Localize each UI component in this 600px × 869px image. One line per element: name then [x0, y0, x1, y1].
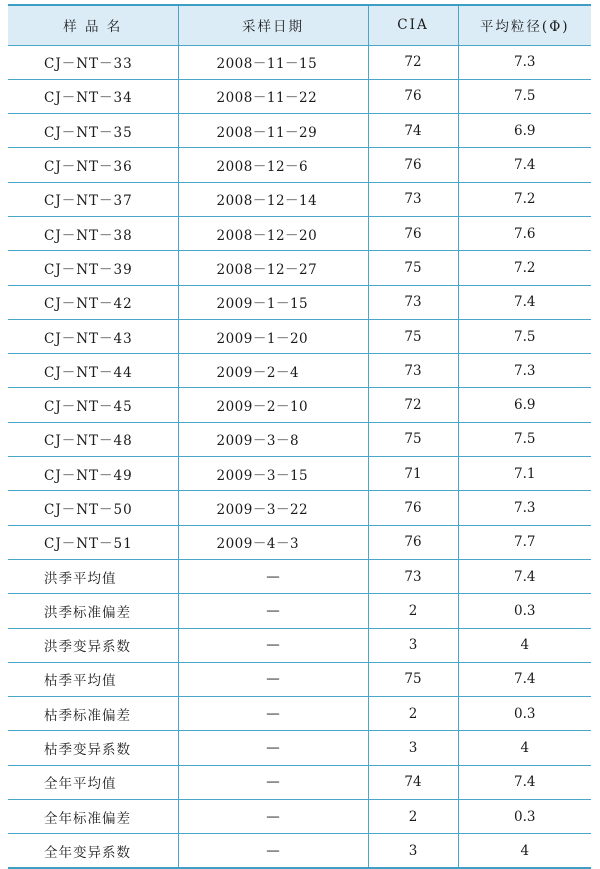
cell-sampling-date: — — [178, 697, 368, 731]
table-row — [8, 457, 591, 491]
table-row — [8, 45, 591, 79]
cell-sample-name: CJ－NT－36 — [8, 148, 178, 182]
table-row — [8, 285, 591, 319]
cell-sampling-date: 2008－12－27 — [178, 251, 368, 285]
cell-mean-grain-size: 6.9 — [458, 114, 591, 148]
cell-cia: 75 — [368, 662, 458, 696]
cell-sample-name: CJ－NT－44 — [8, 354, 178, 388]
table-row — [8, 319, 591, 353]
table-row — [8, 834, 591, 868]
data-table-container — [8, 4, 591, 869]
cell-sample-name: CJ－NT－43 — [8, 319, 178, 353]
cell-sample-name: CJ－NT－42 — [8, 285, 178, 319]
cell-sample-name: 枯季平均值 — [8, 662, 178, 696]
cell-sampling-date: — — [178, 594, 368, 628]
table-row — [8, 79, 591, 113]
table-row — [8, 388, 591, 422]
cell-cia: 76 — [368, 491, 458, 525]
table-row — [8, 422, 591, 456]
cell-mean-grain-size: 7.2 — [458, 182, 591, 216]
cell-sampling-date: 2009－2－4 — [178, 354, 368, 388]
cell-sample-name: 洪季平均值 — [8, 559, 178, 593]
cell-mean-grain-size: 7.2 — [458, 251, 591, 285]
cell-cia: 72 — [368, 45, 458, 79]
cell-mean-grain-size: 6.9 — [458, 388, 591, 422]
cell-mean-grain-size: 7.4 — [458, 662, 591, 696]
cell-sampling-date: 2009－2－10 — [178, 388, 368, 422]
table-row — [8, 800, 591, 834]
header-sampling-date: 采样日期 — [178, 5, 368, 45]
cell-cia: 75 — [368, 251, 458, 285]
table-header — [8, 5, 591, 45]
cell-sample-name: CJ－NT－37 — [8, 182, 178, 216]
cell-sample-name: CJ－NT－34 — [8, 79, 178, 113]
cell-cia: 3 — [368, 834, 458, 868]
cell-sampling-date: 2008－12－6 — [178, 148, 368, 182]
cell-cia: 3 — [368, 628, 458, 662]
cell-sample-name: CJ－NT－39 — [8, 251, 178, 285]
cell-sampling-date: 2008－11－22 — [178, 79, 368, 113]
cell-sample-name: 洪季变异系数 — [8, 628, 178, 662]
cell-mean-grain-size: 7.7 — [458, 525, 591, 559]
cell-mean-grain-size: 7.4 — [458, 765, 591, 799]
cell-sample-name: CJ－NT－49 — [8, 457, 178, 491]
cell-cia: 2 — [368, 800, 458, 834]
cell-sample-name: 全年变异系数 — [8, 834, 178, 868]
cell-sample-name: CJ－NT－45 — [8, 388, 178, 422]
cell-sampling-date: 2009－1－15 — [178, 285, 368, 319]
cell-sample-name: 全年标准偏差 — [8, 800, 178, 834]
cell-mean-grain-size: 7.5 — [458, 79, 591, 113]
cell-sample-name: 洪季标准偏差 — [8, 594, 178, 628]
table-row — [8, 354, 591, 388]
cell-mean-grain-size: 7.4 — [458, 148, 591, 182]
header-cia: CIA — [368, 5, 458, 45]
table-row — [8, 114, 591, 148]
table-row — [8, 594, 591, 628]
table-row — [8, 765, 591, 799]
cell-cia: 74 — [368, 765, 458, 799]
table-row — [8, 697, 591, 731]
cell-mean-grain-size: 7.5 — [458, 319, 591, 353]
cell-sampling-date: 2008－12－20 — [178, 216, 368, 250]
cell-sampling-date: 2009－3－15 — [178, 457, 368, 491]
cell-sample-name: 枯季变异系数 — [8, 731, 178, 765]
cell-sampling-date: — — [178, 800, 368, 834]
cell-mean-grain-size: 7.4 — [458, 559, 591, 593]
cell-mean-grain-size: 0.3 — [458, 594, 591, 628]
cell-cia: 76 — [368, 79, 458, 113]
cell-sampling-date: 2009－1－20 — [178, 319, 368, 353]
cell-sample-name: 枯季标准偏差 — [8, 697, 178, 731]
cell-sampling-date: — — [178, 662, 368, 696]
header-sample-name: 样 品 名 — [8, 5, 178, 45]
cell-sampling-date: 2009－3－22 — [178, 491, 368, 525]
cell-mean-grain-size: 0.3 — [458, 697, 591, 731]
cell-mean-grain-size: 7.3 — [458, 354, 591, 388]
cell-sampling-date: 2008－12－14 — [178, 182, 368, 216]
table-row — [8, 628, 591, 662]
cell-cia: 2 — [368, 697, 458, 731]
cell-cia: 74 — [368, 114, 458, 148]
cell-cia: 73 — [368, 354, 458, 388]
cell-cia: 3 — [368, 731, 458, 765]
cell-cia: 73 — [368, 182, 458, 216]
cell-sampling-date: — — [178, 731, 368, 765]
cell-cia: 71 — [368, 457, 458, 491]
cell-cia: 76 — [368, 525, 458, 559]
cell-sampling-date: 2008－11－15 — [178, 45, 368, 79]
cell-mean-grain-size: 7.1 — [458, 457, 591, 491]
cell-sampling-date: — — [178, 834, 368, 868]
cell-sampling-date: 2008－11－29 — [178, 114, 368, 148]
cell-mean-grain-size: 4 — [458, 628, 591, 662]
table-row — [8, 182, 591, 216]
cell-sampling-date: 2009－3－8 — [178, 422, 368, 456]
table-body — [8, 45, 591, 868]
cell-sampling-date: — — [178, 628, 368, 662]
cell-mean-grain-size: 7.4 — [458, 285, 591, 319]
cell-cia: 2 — [368, 594, 458, 628]
cell-mean-grain-size: 7.5 — [458, 422, 591, 456]
cell-cia: 75 — [368, 319, 458, 353]
cell-sampling-date: — — [178, 765, 368, 799]
cell-sample-name: CJ－NT－38 — [8, 216, 178, 250]
cell-cia: 76 — [368, 148, 458, 182]
sample-data-table — [8, 4, 591, 869]
cell-mean-grain-size: 4 — [458, 731, 591, 765]
cell-cia: 73 — [368, 285, 458, 319]
cell-sample-name: CJ－NT－35 — [8, 114, 178, 148]
cell-mean-grain-size: 7.3 — [458, 45, 591, 79]
cell-mean-grain-size: 7.6 — [458, 216, 591, 250]
cell-sampling-date: 2009－4－3 — [178, 525, 368, 559]
table-row — [8, 216, 591, 250]
cell-mean-grain-size: 0.3 — [458, 800, 591, 834]
table-row — [8, 491, 591, 525]
table-row — [8, 662, 591, 696]
cell-cia: 75 — [368, 422, 458, 456]
table-row — [8, 148, 591, 182]
header-row — [8, 5, 591, 45]
cell-sampling-date: — — [178, 559, 368, 593]
table-row — [8, 559, 591, 593]
table-row — [8, 251, 591, 285]
cell-sample-name: CJ－NT－48 — [8, 422, 178, 456]
cell-sample-name: CJ－NT－51 — [8, 525, 178, 559]
cell-cia: 76 — [368, 216, 458, 250]
table-row — [8, 731, 591, 765]
cell-sample-name: CJ－NT－33 — [8, 45, 178, 79]
cell-cia: 72 — [368, 388, 458, 422]
header-mean-grain-size: 平均粒径(Φ) — [458, 5, 591, 45]
cell-mean-grain-size: 4 — [458, 834, 591, 868]
cell-sample-name: CJ－NT－50 — [8, 491, 178, 525]
cell-mean-grain-size: 7.3 — [458, 491, 591, 525]
cell-sample-name: 全年平均值 — [8, 765, 178, 799]
cell-cia: 73 — [368, 559, 458, 593]
table-row — [8, 525, 591, 559]
